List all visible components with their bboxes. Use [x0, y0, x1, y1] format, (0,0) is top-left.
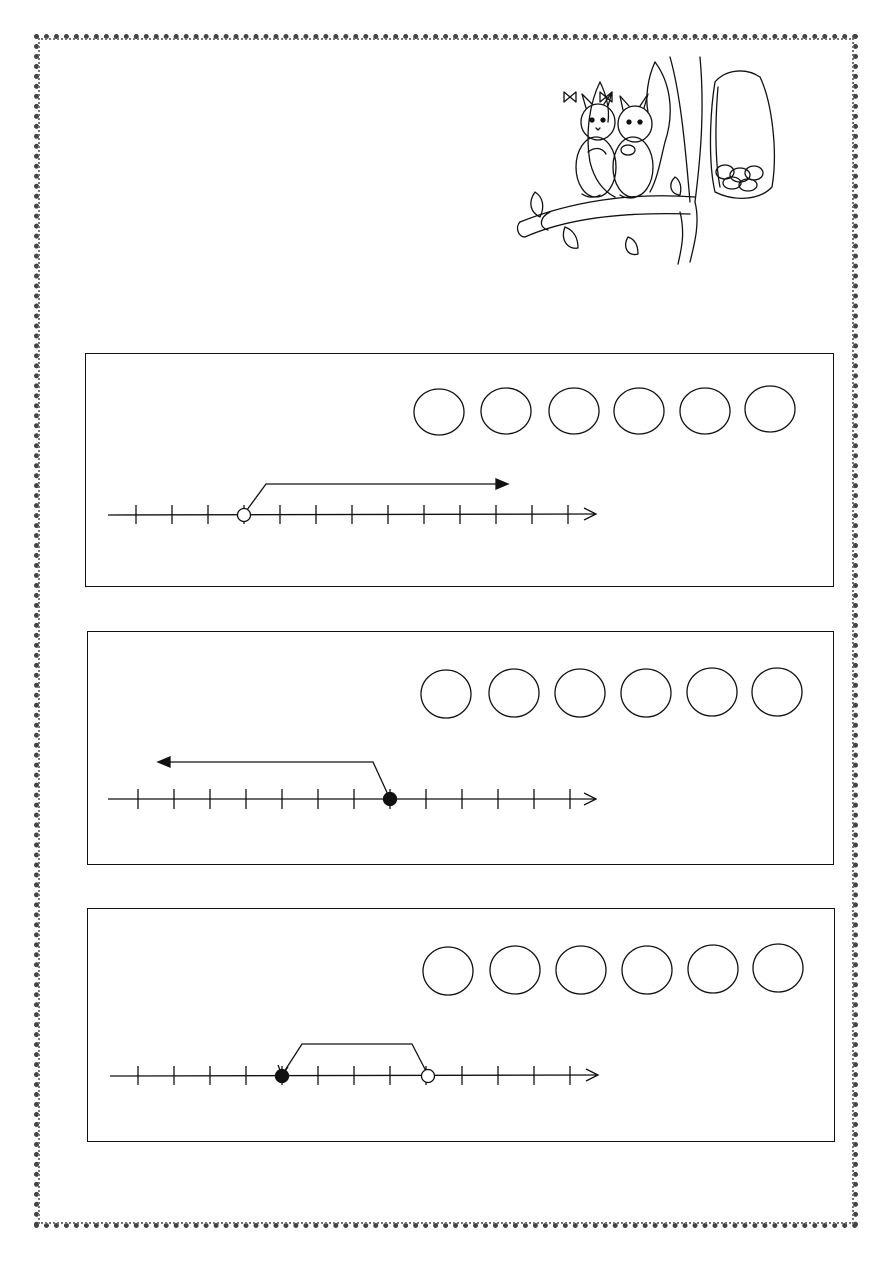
number-line: [108, 757, 596, 809]
answer-circle[interactable]: [414, 389, 464, 435]
answer-circle[interactable]: [549, 388, 599, 434]
answer-circle[interactable]: [687, 668, 737, 716]
solution-arrow: [168, 762, 390, 799]
closed-point: [384, 793, 397, 806]
answer-circle[interactable]: [622, 946, 672, 994]
answer-circle[interactable]: [688, 945, 738, 993]
answer-circle[interactable]: [481, 388, 531, 434]
closed-point: [276, 1070, 289, 1083]
exercise-box-2: [87, 631, 834, 865]
answer-circle[interactable]: [752, 668, 802, 716]
answer-circle[interactable]: [556, 946, 606, 994]
exercise-1-figure: [86, 354, 835, 588]
answer-circle[interactable]: [489, 669, 539, 717]
answer-circle[interactable]: [680, 388, 730, 434]
answer-circle[interactable]: [621, 669, 671, 717]
exercise-3-figure: [88, 909, 836, 1143]
solution-arrow: [244, 484, 506, 514]
exercise-2-figure: [88, 632, 835, 866]
answer-circle[interactable]: [421, 670, 471, 718]
open-point: [238, 509, 251, 522]
number-line: [108, 479, 596, 524]
squirrels-illustration: [510, 52, 790, 267]
answer-circle[interactable]: [423, 947, 473, 995]
open-point: [422, 1070, 435, 1083]
exercise-box-3: [87, 908, 835, 1142]
answer-circle[interactable]: [745, 386, 795, 432]
answer-circle[interactable]: [614, 388, 664, 434]
answer-circle[interactable]: [753, 944, 803, 992]
exercise-box-1: [85, 353, 834, 587]
number-line: [110, 1044, 598, 1085]
solution-arrow: [282, 1044, 428, 1075]
answer-circle[interactable]: [490, 946, 540, 994]
answer-circle[interactable]: [555, 669, 605, 717]
